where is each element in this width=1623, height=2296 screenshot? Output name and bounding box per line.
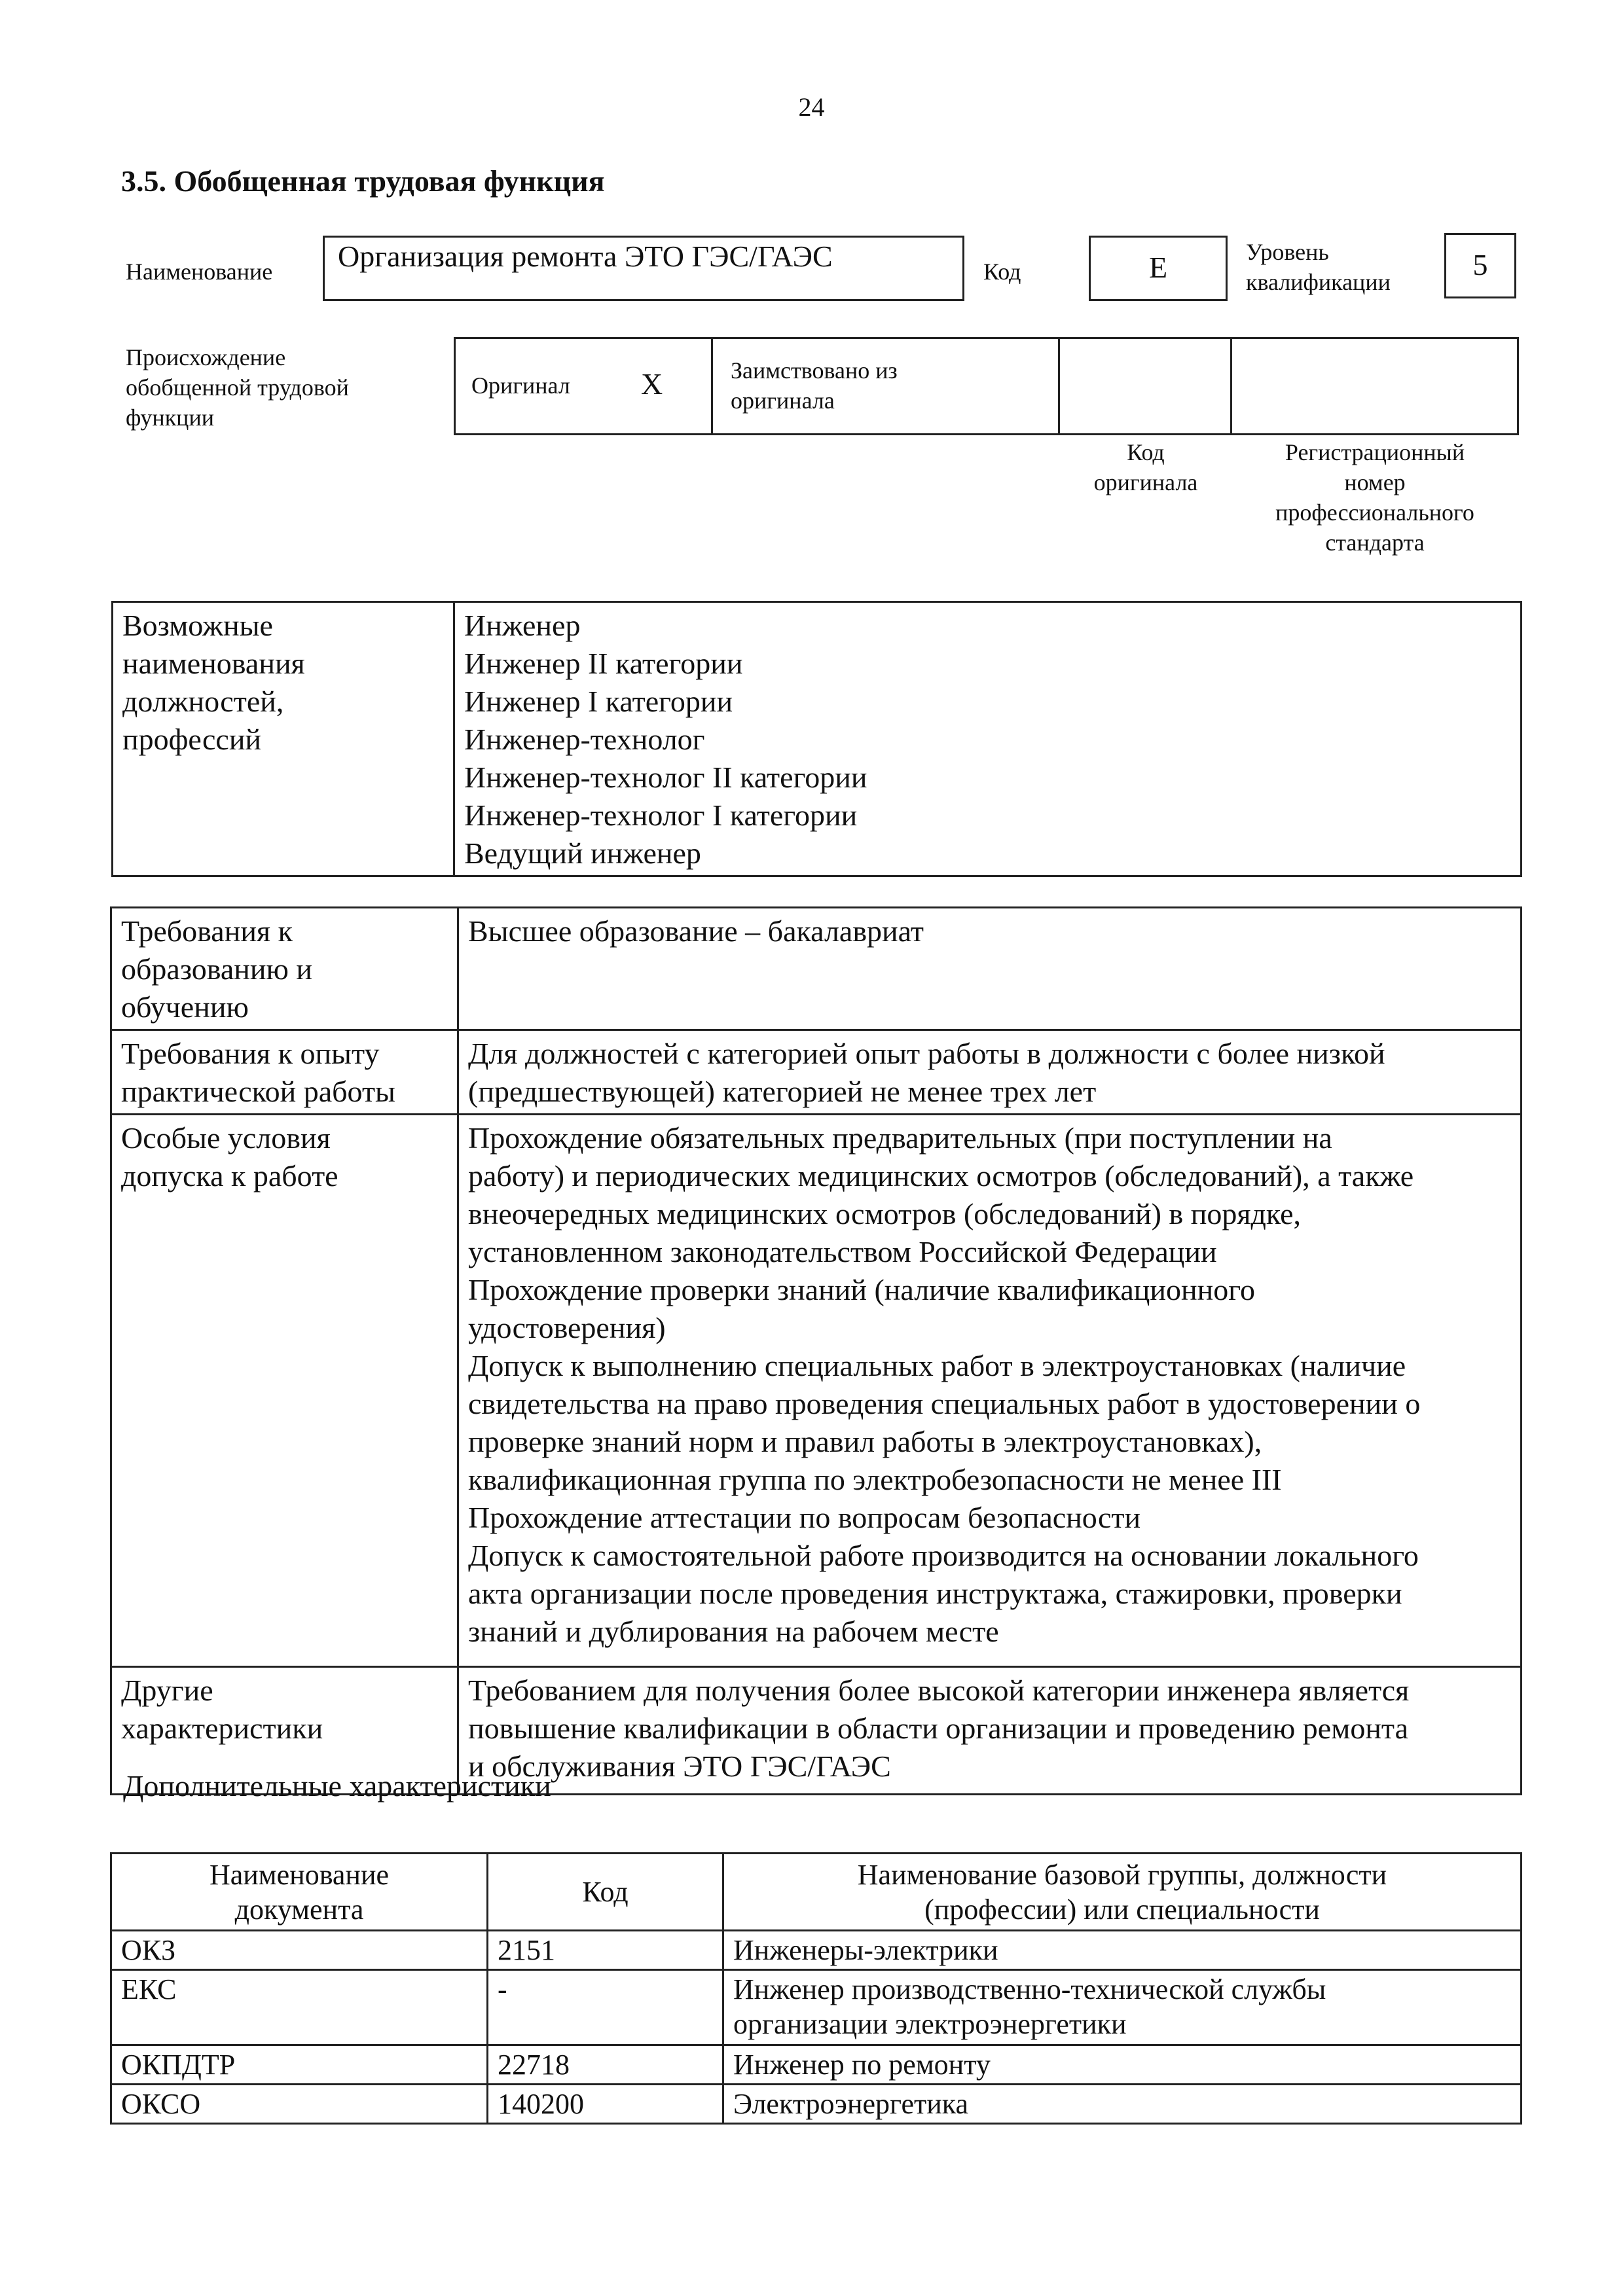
section-title: 3.5. Обобщенная трудовая функция xyxy=(121,164,605,198)
education-row xyxy=(111,908,1522,1030)
conditions-value-line: работу) и периодических медицинских осмотров (обследований), а также xyxy=(468,1159,1414,1193)
reg-number-caption xyxy=(1231,437,1519,558)
level-field xyxy=(1444,233,1516,298)
reg-caption-line2: номер xyxy=(1344,469,1406,495)
conditions-value-line: проверке знаний норм и правил работы в электроустановках), xyxy=(468,1425,1262,1458)
reg-caption-line1: Регистрационный xyxy=(1285,439,1465,465)
positions-label xyxy=(113,602,454,876)
conditions-value-line: знаний и дублирования на рабочем месте xyxy=(468,1615,999,1648)
level-label-line1: Уровень xyxy=(1246,239,1329,265)
experience-value-line: (предшествующей) категорией не менее трех лет xyxy=(468,1075,1097,1108)
original-label: Оригинал xyxy=(471,372,570,399)
additional-table xyxy=(110,1852,1522,2125)
conditions-value-line: Прохождение проверки знаний (наличие квалификационного xyxy=(468,1273,1255,1306)
conditions-label xyxy=(111,1115,458,1667)
other-value-line: повышение квалификации в области организации и проведению ремонта xyxy=(468,1712,1409,1745)
experience-row xyxy=(111,1030,1522,1115)
conditions-value-line: свидетельства на право проведения специальных работ в удостоверении о xyxy=(468,1387,1421,1420)
conditions-value-line: установленном законодательством Российской Федерации xyxy=(468,1235,1217,1268)
conditions-value xyxy=(458,1115,1522,1667)
positions-label-line: профессий xyxy=(122,723,262,756)
experience-label xyxy=(111,1030,458,1115)
row-name: Электроэнергетика xyxy=(723,2085,1522,2124)
borrowed-label xyxy=(731,355,898,416)
requirements-table xyxy=(110,906,1522,1795)
other-value-line: и обслуживания ЭТО ГЭС/ГАЭС xyxy=(468,1749,891,1783)
conditions-value-line: удостоверения) xyxy=(468,1311,666,1344)
position-item: Инженер I категории xyxy=(464,685,733,718)
col-code-header: Код xyxy=(488,1854,723,1931)
code-original-caption xyxy=(1054,437,1237,497)
level-label xyxy=(1246,237,1391,297)
conditions-value-line: внеочередных медицинских осмотров (обследований) в порядке, xyxy=(468,1197,1302,1230)
conditions-value-line: Допуск к выполнению специальных работ в электроустановках (наличие xyxy=(468,1349,1406,1382)
code-value: E xyxy=(1148,251,1168,284)
other-value-line: Требованием для получения более высокой категории инженера является xyxy=(468,1674,1410,1707)
positions-table xyxy=(111,601,1522,877)
code-caption-line2: оригинала xyxy=(1093,469,1198,495)
col-name-header-line: Наименование базовой группы, должности xyxy=(857,1858,1387,1891)
row-doc: ЕКС xyxy=(111,1970,488,2045)
table-row xyxy=(111,1970,1522,2045)
table-row xyxy=(111,1931,1522,1970)
row-code: - xyxy=(488,1970,723,2045)
other-value xyxy=(458,1667,1522,1795)
row-code: 140200 xyxy=(488,2085,723,2124)
education-label-line: обучению xyxy=(121,990,249,1024)
origin-label-line2: обобщенной трудовой xyxy=(126,374,349,401)
other-label-line: Другие xyxy=(121,1674,213,1707)
position-item: Ведущий инженер xyxy=(464,836,701,870)
level-value: 5 xyxy=(1472,248,1488,281)
col-doc-header xyxy=(111,1854,488,1931)
code-label: Код xyxy=(983,259,1021,285)
row-name: Инженер по ремонту xyxy=(723,2045,1522,2085)
code-field xyxy=(1089,236,1228,301)
education-value-line: Высшее образование – бакалавриат xyxy=(468,914,924,948)
reg-caption-line3: профессионального xyxy=(1275,499,1474,526)
col-name-header xyxy=(723,1854,1522,1931)
origin-label-line1: Происхождение xyxy=(126,344,286,370)
table-row xyxy=(111,2045,1522,2085)
row-code: 2151 xyxy=(488,1931,723,1970)
row-name-line: Инженер производственно-технической службы xyxy=(733,1973,1326,2005)
borrowed-line1: Заимствовано из xyxy=(731,357,898,384)
code-caption-line1: Код xyxy=(1127,439,1165,465)
row-name-line: организации электроэнергетики xyxy=(733,2008,1127,2040)
conditions-value-line: акта организации после проведения инструктажа, стажировки, проверки xyxy=(468,1577,1402,1610)
row-doc: ОКПДТР xyxy=(111,2045,488,2085)
education-value xyxy=(458,908,1522,1030)
positions-label-line: должностей, xyxy=(122,685,284,718)
original-mark: X xyxy=(641,367,663,401)
position-item: Инженер-технолог II категории xyxy=(464,761,867,794)
education-label-line: Требования к xyxy=(121,914,293,948)
experience-label-line: практической работы xyxy=(121,1075,395,1108)
position-item: Инженер-технолог I категории xyxy=(464,798,858,832)
col-name-header-line: (профессии) или специальности xyxy=(924,1893,1320,1926)
borrowed-line2: оригинала xyxy=(731,387,835,414)
positions-label-line: наименования xyxy=(122,647,305,680)
positions-row xyxy=(113,602,1522,876)
position-item: Инженер-технолог xyxy=(464,723,705,756)
origin-divider xyxy=(1230,339,1232,433)
education-label-line: образованию и xyxy=(121,952,312,986)
reg-caption-line4: стандарта xyxy=(1325,529,1425,556)
conditions-value-line: Допуск к самостоятельной работе производится на основании локального xyxy=(468,1539,1419,1572)
position-item: Инженер II категории xyxy=(464,647,743,680)
additional-title: Дополнительные характеристики xyxy=(123,1769,551,1803)
conditions-label-line: Особые условия xyxy=(121,1121,331,1155)
education-label xyxy=(111,908,458,1030)
level-label-line2: квалификации xyxy=(1246,269,1391,295)
row-doc: ОКЗ xyxy=(111,1931,488,1970)
row-code: 22718 xyxy=(488,2045,723,2085)
origin-divider xyxy=(1058,339,1060,433)
origin-label-line3: функции xyxy=(126,404,214,431)
position-item: Инженер xyxy=(464,609,581,642)
experience-label-line: Требования к опыту xyxy=(121,1037,380,1070)
conditions-value-line: Прохождение аттестации по вопросам безопасности xyxy=(468,1501,1141,1534)
conditions-value-line: квалификационная группа по электробезопасности не менее III xyxy=(468,1463,1282,1496)
origin-label xyxy=(126,342,349,433)
col-doc-header-line: документа xyxy=(234,1893,364,1926)
row-doc: ОКСО xyxy=(111,2085,488,2124)
name-label: Наименование xyxy=(126,259,273,285)
name-field xyxy=(323,236,964,301)
row-name: Инженеры-электрики xyxy=(723,1931,1522,1970)
positions-list xyxy=(454,602,1522,876)
col-doc-header-line: Наименование xyxy=(209,1858,390,1891)
name-value: Организация ремонта ЭТО ГЭС/ГАЭС xyxy=(338,240,833,273)
experience-value-line: Для должностей с категорией опыт работы в должности с более низкой xyxy=(468,1037,1385,1070)
other-label-line: характеристики xyxy=(121,1712,323,1745)
page-number: 24 xyxy=(798,92,825,122)
conditions-label-line: допуска к работе xyxy=(121,1159,338,1193)
additional-header-row xyxy=(111,1854,1522,1931)
row-name xyxy=(723,1970,1522,2045)
positions-label-line: Возможные xyxy=(122,609,273,642)
origin-divider xyxy=(711,339,713,433)
origin-grid xyxy=(454,337,1519,435)
experience-value xyxy=(458,1030,1522,1115)
conditions-value-line: Прохождение обязательных предварительных (при поступлении на xyxy=(468,1121,1332,1155)
table-row xyxy=(111,2085,1522,2124)
conditions-row xyxy=(111,1115,1522,1667)
